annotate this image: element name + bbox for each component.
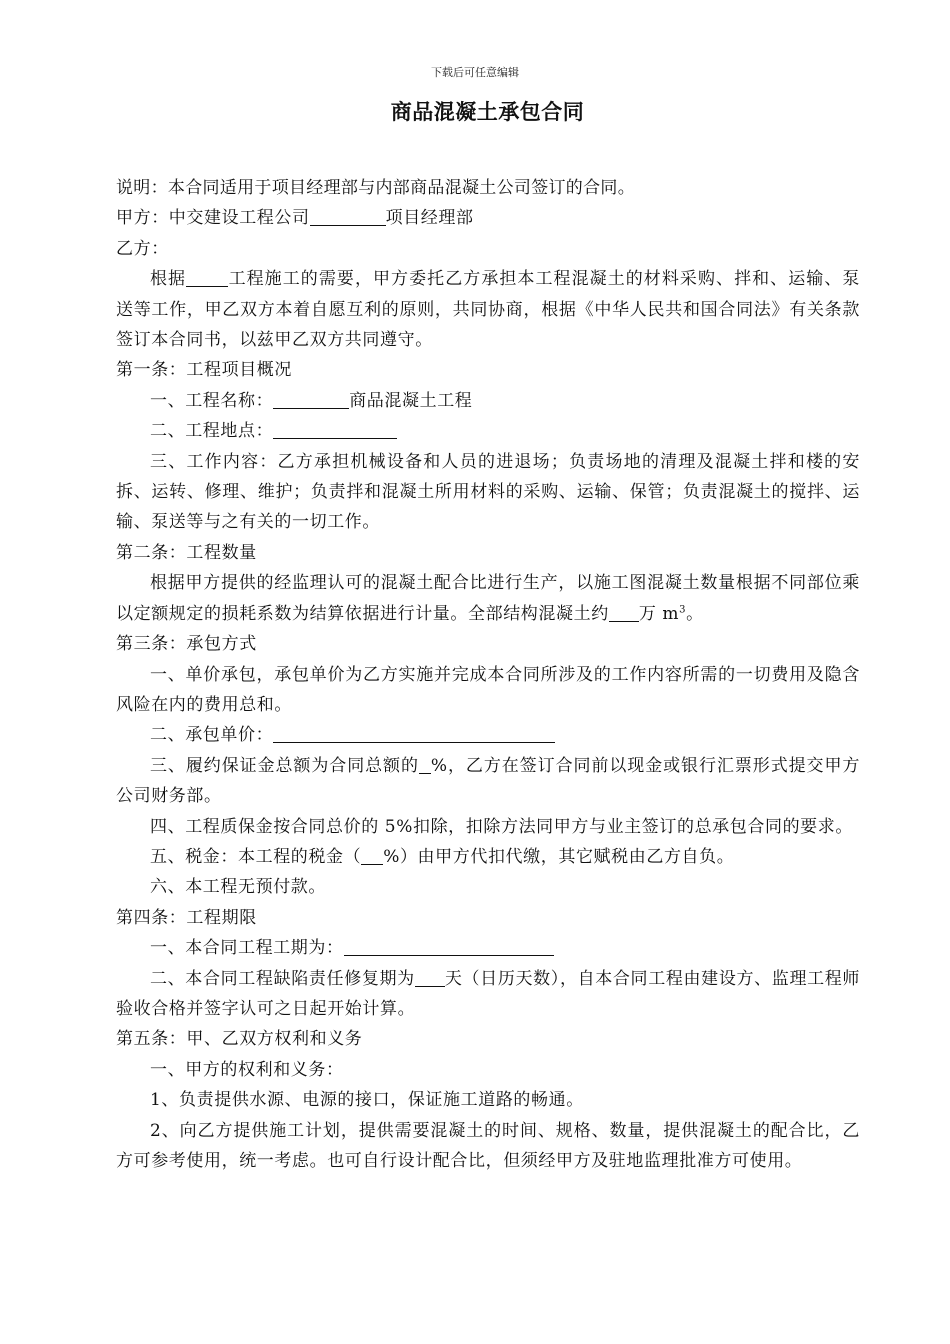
article2-end: 。	[686, 603, 704, 624]
article2-unit: 万 m	[638, 603, 680, 624]
article1-location-blank	[273, 420, 397, 439]
article3-item2-line	[116, 720, 860, 750]
article3-item5-prefix: 五、税金：本工程的税金（	[150, 846, 362, 867]
article1-heading: 第一条：工程项目概况	[116, 360, 292, 381]
article1-name-suffix: 商品混凝土工程	[349, 390, 473, 411]
party-a-prefix: 甲方：中交建设工程公司	[116, 208, 310, 229]
article4-heading: 第四条：工程期限	[116, 907, 257, 928]
article2-quantity-blank	[609, 603, 639, 622]
party-b-line: 乙方：	[116, 238, 169, 259]
preamble-paragraph	[116, 264, 860, 355]
deposit-percent-blank	[419, 755, 431, 774]
preamble-part2: 工程施工的需要，甲方委托乙方承担本工程混凝土的材料采购、拌和、运输、泵送等工作，甲乙双方本着自愿互利的原则，共同协商，根据《中华人民共和国合同法》有关条款签订本合同书，以兹甲乙双方共同遵守。	[116, 269, 860, 351]
unit-price-blank	[273, 724, 555, 743]
article3-item3-suffix: %，乙方在签订合同前以现金或银行汇票形式提交甲方公司财务部。	[116, 755, 861, 807]
header-note: 下载后可任意编辑	[431, 66, 519, 79]
article3-heading: 第三条：承包方式	[116, 634, 257, 655]
article3-item3	[116, 751, 860, 812]
preamble-part1: 根据	[150, 269, 187, 290]
article5-item2: 2、向乙方提供施工计划，提供需要混凝土的时间、规格、数量，提供混凝土的配合比，乙方可参考使用，统一考虑。也可自行设计配合比，但须经甲方及驻地监理批准方可使用。	[116, 1120, 860, 1171]
tax-percent-blank	[361, 846, 383, 865]
article4-item2-suffix: 天（日历天数），自本合同工程由建设方、监理工程师验收合格并签字认可之日起开始计算。	[116, 968, 860, 1019]
article3-item5-suffix: %）由甲方代扣代缴，其它赋税由乙方自负。	[383, 846, 735, 867]
article3-item3-prefix: 三、履约保证金总额为合同总额的	[150, 755, 419, 776]
party-a-blank	[310, 207, 386, 226]
party-a-line	[116, 203, 860, 233]
article2-unit-superscript: 3	[679, 604, 687, 616]
article1-name-prefix: 一、工程名称：	[150, 390, 274, 411]
article3-item4: 四、工程质保金按合同总价的 5%扣除，扣除方法同甲方与业主签订的总承包合同的要求。	[150, 816, 853, 837]
article4-item2	[116, 964, 860, 1025]
article2-text-prefix: 根据甲方提供的经监理认可的混凝土配合比进行生产，以施工图混凝土数量根据不同部位乘以定额规定的损耗系数为结算依据进行计量。全部结构混凝土约	[116, 573, 860, 624]
article2-heading: 第二条：工程数量	[116, 542, 257, 563]
party-a-suffix: 项目经理部	[385, 208, 474, 229]
article5-sub1: 一、甲方的权利和义务：	[150, 1059, 344, 1080]
article4-item1: 一、本合同工程工期为：	[150, 938, 344, 959]
project-name-blank	[186, 268, 228, 287]
defect-period-blank	[415, 968, 445, 987]
article3-item1: 一、单价承包，承包单价为乙方实施并完成本合同所涉及的工作内容所需的一切费用及隐含风险在内的费用总和。	[116, 664, 860, 715]
document-title: 商品混凝土承包合同	[390, 100, 585, 124]
article1-content: 三、工作内容：乙方承担机械设备和人员的进退场；负责场地的清理及混凝土拌和楼的安拆、运转、修理、维护；负责拌和混凝土所用材料的采购、运输、保管；负责混凝土的搅拌、运输、泵送等与之有关的一切工作。	[116, 451, 860, 533]
duration-blank	[344, 937, 554, 956]
article3-item2: 二、承包单价：	[150, 725, 274, 746]
article1-location: 二、工程地点：	[150, 421, 274, 442]
article2-text	[116, 568, 860, 629]
article1-location-line	[116, 416, 860, 446]
contract-body	[116, 173, 860, 1176]
intro-note: 说明：本合同适用于项目经理部与内部商品混凝土公司签订的合同。	[116, 178, 635, 198]
article3-item5	[116, 842, 860, 872]
article4-item2-prefix: 二、本合同工程缺陷责任修复期为	[150, 968, 415, 989]
article4-item1-line	[116, 933, 860, 963]
article5-heading: 第五条：甲、乙双方权利和义务	[116, 1029, 363, 1050]
article5-item1: 1、负责提供水源、电源的接口，保证施工道路的畅通。	[150, 1090, 584, 1111]
article3-item6: 六、本工程无预付款。	[150, 877, 326, 898]
article1-name-line	[116, 386, 860, 416]
article1-name-blank	[273, 390, 349, 409]
